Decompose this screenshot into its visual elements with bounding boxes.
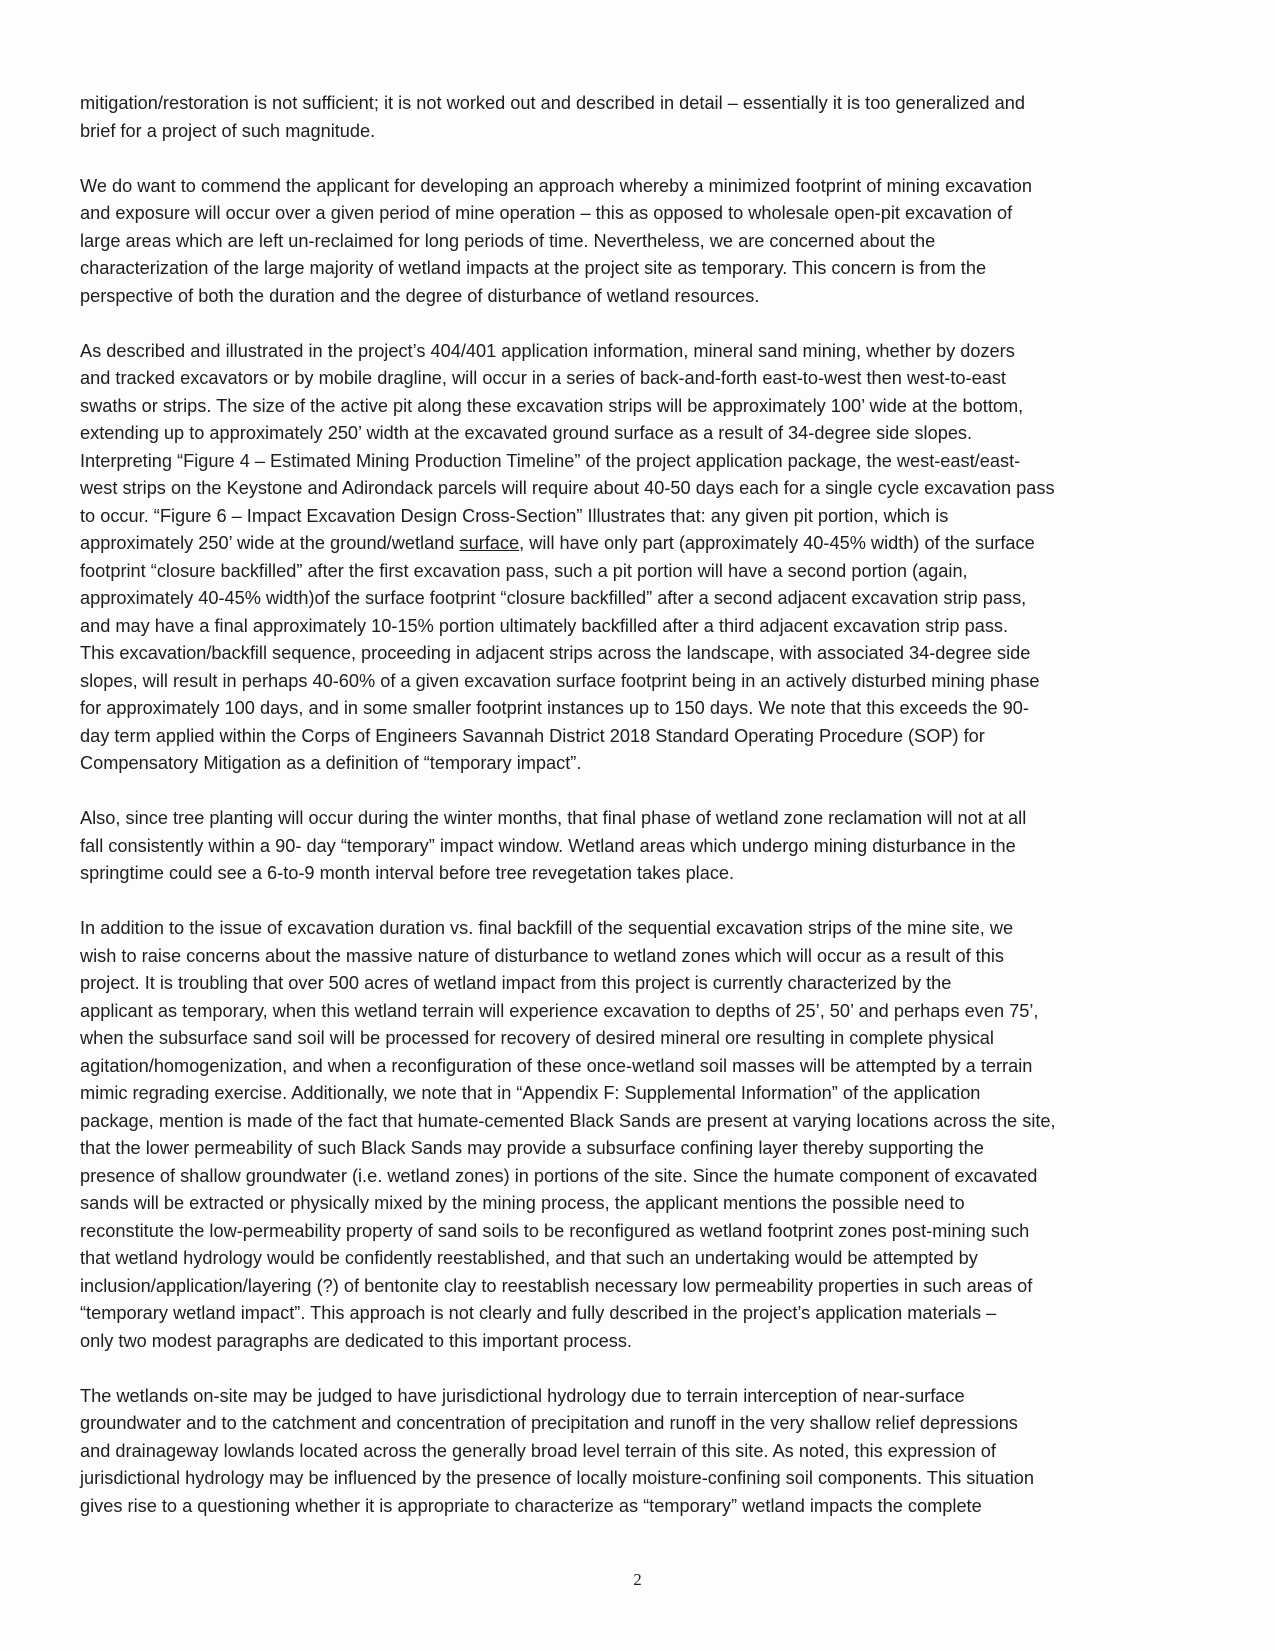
paragraph	[80, 173, 1206, 311]
text-segment: fall consistently within a 90- day “temporary” impact window. Wetland areas which undergo mining disturbance in the	[80, 835, 1016, 856]
text-segment: We do want to commend the applicant for developing an approach whereby a minimized footprint of mining excavation	[80, 175, 1033, 196]
text-segment: This excavation/backfill sequence, proceeding in adjacent strips across the landscape, with associated 34-degree side	[80, 643, 1031, 663]
text-segment: Also, since tree planting will occur during the winter months, that final phase of wetland zone reclamation will not at all	[80, 808, 1027, 828]
text-line	[80, 1465, 1206, 1493]
text-segment: jurisdictional hydrology may be influenced by the presence of locally moisture-confining soil components. This situation	[80, 1468, 1034, 1488]
paragraph	[80, 1383, 1206, 1521]
text-segment: inclusion/application/layering (?) of bentonite clay to reestablish necessary low permeability properties in such areas of	[80, 1275, 1033, 1296]
text-segment: Interpreting “Figure 4 – Estimated Mining Production Timeline” of the project application package, the west-east/east-	[80, 450, 1021, 471]
text-line	[80, 970, 1206, 998]
text-line	[80, 393, 1206, 421]
text-segment: package, mention is made of the fact that humate-cemented Black Sands are present at varying locations across the site,	[80, 1110, 1056, 1131]
text-line	[80, 805, 1206, 833]
text-segment: large areas which are left un-reclaimed for long periods of time. Nevertheless, we are concerned about the	[80, 230, 936, 251]
text-line	[80, 613, 1206, 641]
text-segment: approximately 40-45% width)of the surface footprint “closure backfilled” after a second adjacent excavation strip pass,	[80, 588, 1027, 608]
text-line	[80, 668, 1206, 696]
text-line	[80, 1273, 1206, 1301]
text-segment: applicant as temporary, when this wetland terrain will experience excavation to depths of 25’, 50’ and perhaps even 75’,	[80, 1000, 1039, 1021]
paragraph	[80, 90, 1206, 145]
text-line	[80, 1383, 1206, 1411]
text-segment: day term applied within the Corps of Engineers Savannah District 2018 Standard Operating Procedure (SOP) for	[80, 725, 985, 746]
text-line	[80, 998, 1206, 1026]
text-line	[80, 338, 1206, 366]
text-segment: mitigation/restoration is not sufficient; it is not worked out and described in detail – essentially it is too generalized and	[80, 93, 1025, 113]
paragraph	[80, 805, 1206, 888]
text-line	[80, 228, 1206, 256]
text-line	[80, 1493, 1206, 1521]
text-segment: slopes, will result in perhaps 40-60% of a given excavation surface footprint being in an actively disturbed mining phase	[80, 670, 1040, 691]
text-segment: that the lower permeability of such Black Sands may provide a subsurface confining layer thereby supporting the	[80, 1138, 984, 1158]
text-line	[80, 1438, 1206, 1466]
text-line	[80, 118, 1206, 146]
text-segment: gives rise to a questioning whether it is appropriate to characterize as “temporary” wetland impacts the complete	[80, 1495, 982, 1516]
underlined-word: surface	[459, 533, 520, 553]
text-segment: footprint “closure backfilled” after the first excavation pass, such a pit portion will have a second portion (again,	[80, 560, 968, 581]
text-segment: extending up to approximately 250’ width at the excavated ground surface as a result of 34-degree side slopes.	[80, 423, 973, 443]
text-line	[80, 530, 1206, 558]
text-line	[80, 1080, 1206, 1108]
text-line	[80, 1163, 1206, 1191]
text-segment: project. It is troubling that over 500 acres of wetland impact from this project is currently characterized by the	[80, 973, 952, 993]
text-segment: groundwater and to the catchment and concentration of precipitation and runoff in the very shallow relief depressions	[80, 1413, 1018, 1433]
text-line	[80, 1328, 1206, 1356]
text-line	[80, 1025, 1206, 1053]
text-line	[80, 1135, 1206, 1163]
text-segment: when the subsurface sand soil will be processed for recovery of desired mineral ore resulting in complete physical	[80, 1028, 994, 1048]
text-segment: and exposure will occur over a given period of mine operation – this as opposed to wholesale open-pit excavation of	[80, 203, 1013, 223]
text-line	[80, 90, 1206, 118]
text-line	[80, 723, 1206, 751]
text-segment: and tracked excavators or by mobile dragline, will occur in a series of back-and-forth east-to-west then west-to-east	[80, 368, 1006, 388]
text-line	[80, 1245, 1206, 1273]
text-segment: for approximately 100 days, and in some smaller footprint instances up to 150 days. We note that this exceeds the 90-	[80, 698, 1029, 718]
text-segment: In addition to the issue of excavation duration vs. final backfill of the sequential excavation strips of the mine site, we	[80, 918, 1014, 938]
text-line	[80, 420, 1206, 448]
text-segment: and may have a final approximately 10-15% portion ultimately backfilled after a third adjacent excavation strip pass.	[80, 615, 1009, 636]
text-segment: and drainageway lowlands located across the generally broad level terrain of this site. As noted, this expression of	[80, 1440, 996, 1461]
text-segment: Compensatory Mitigation as a definition of “temporary impact”.	[80, 753, 582, 773]
text-segment: west strips on the Keystone and Adirondack parcels will require about 40-50 days each for a single cycle excavation pass	[80, 478, 1055, 498]
text-line	[80, 1218, 1206, 1246]
text-line	[80, 1108, 1206, 1136]
text-segment: agitation/homogenization, and when a reconfiguration of these once-wetland soil masses will be attempted by a terrain	[80, 1055, 1033, 1076]
text-line	[80, 860, 1206, 888]
page-number: 2	[633, 1570, 642, 1589]
text-segment: “temporary wetland impact”. This approach is not clearly and fully described in the project’s application materials –	[80, 1303, 997, 1323]
text-segment: brief for a project of such magnitude.	[80, 120, 376, 141]
text-segment: reconstitute the low-permeability property of sand soils to be reconfigured as wetland footprint zones post-mining such	[80, 1220, 1030, 1241]
text-segment: characterization of the large majority of wetland impacts at the project site as temporary. This concern is from the	[80, 258, 987, 278]
text-line	[80, 695, 1206, 723]
text-segment: The wetlands on-site may be judged to have jurisdictional hydrology due to terrain interception of near-surface	[80, 1385, 965, 1406]
text-line	[80, 1190, 1206, 1218]
text-line	[80, 915, 1206, 943]
text-line	[80, 640, 1206, 668]
text-line	[80, 1410, 1206, 1438]
text-line	[80, 200, 1206, 228]
text-segment: swaths or strips. The size of the active pit along these excavation strips will be approximately 100’ wide at the bottom,	[80, 395, 1024, 416]
text-segment: to occur. “Figure 6 – Impact Excavation Design Cross-Section” Illustrates that: any given pit portion, which is	[80, 505, 949, 526]
text-segment: perspective of both the duration and the degree of disturbance of wetland resources.	[80, 285, 760, 306]
text-line	[80, 503, 1206, 531]
text-segment: approximately 250’ wide at the ground/wetland	[80, 533, 460, 553]
text-line	[80, 448, 1206, 476]
text-line	[80, 283, 1206, 311]
text-segment: that wetland hydrology would be confidently reestablished, and that such an undertaking would be attempted by	[80, 1248, 978, 1268]
text-segment: only two modest paragraphs are dedicated to this important process.	[80, 1330, 632, 1351]
document-body	[80, 90, 1206, 1548]
text-segment: , will have only part (approximately 40-45% width) of the surface	[519, 533, 1035, 553]
text-segment: presence of shallow groundwater (i.e. wetland zones) in portions of the site. Since the humate component of excavated	[80, 1165, 1038, 1186]
text-line	[80, 585, 1206, 613]
text-line	[80, 833, 1206, 861]
text-segment: mimic regrading exercise. Additionally, we note that in “Appendix F: Supplemental Information” of the application	[80, 1083, 981, 1103]
paragraph	[80, 915, 1206, 1355]
text-line	[80, 365, 1206, 393]
text-line	[80, 1053, 1206, 1081]
text-segment: As described and illustrated in the project’s 404/401 application information, mineral sand mining, whether by dozers	[80, 340, 1015, 361]
text-line	[80, 558, 1206, 586]
text-line	[80, 943, 1206, 971]
text-segment: wish to raise concerns about the massive nature of disturbance to wetland zones which will occur as a result of this	[80, 945, 1004, 966]
text-line	[80, 255, 1206, 283]
text-line	[80, 173, 1206, 201]
text-segment: springtime could see a 6-to-9 month interval before tree revegetation takes place.	[80, 863, 735, 883]
paragraph	[80, 338, 1206, 778]
text-segment: sands will be extracted or physically mixed by the mining process, the applicant mentions the possible need to	[80, 1193, 965, 1213]
text-line	[80, 475, 1206, 503]
text-line	[80, 750, 1206, 778]
text-line	[80, 1300, 1206, 1328]
